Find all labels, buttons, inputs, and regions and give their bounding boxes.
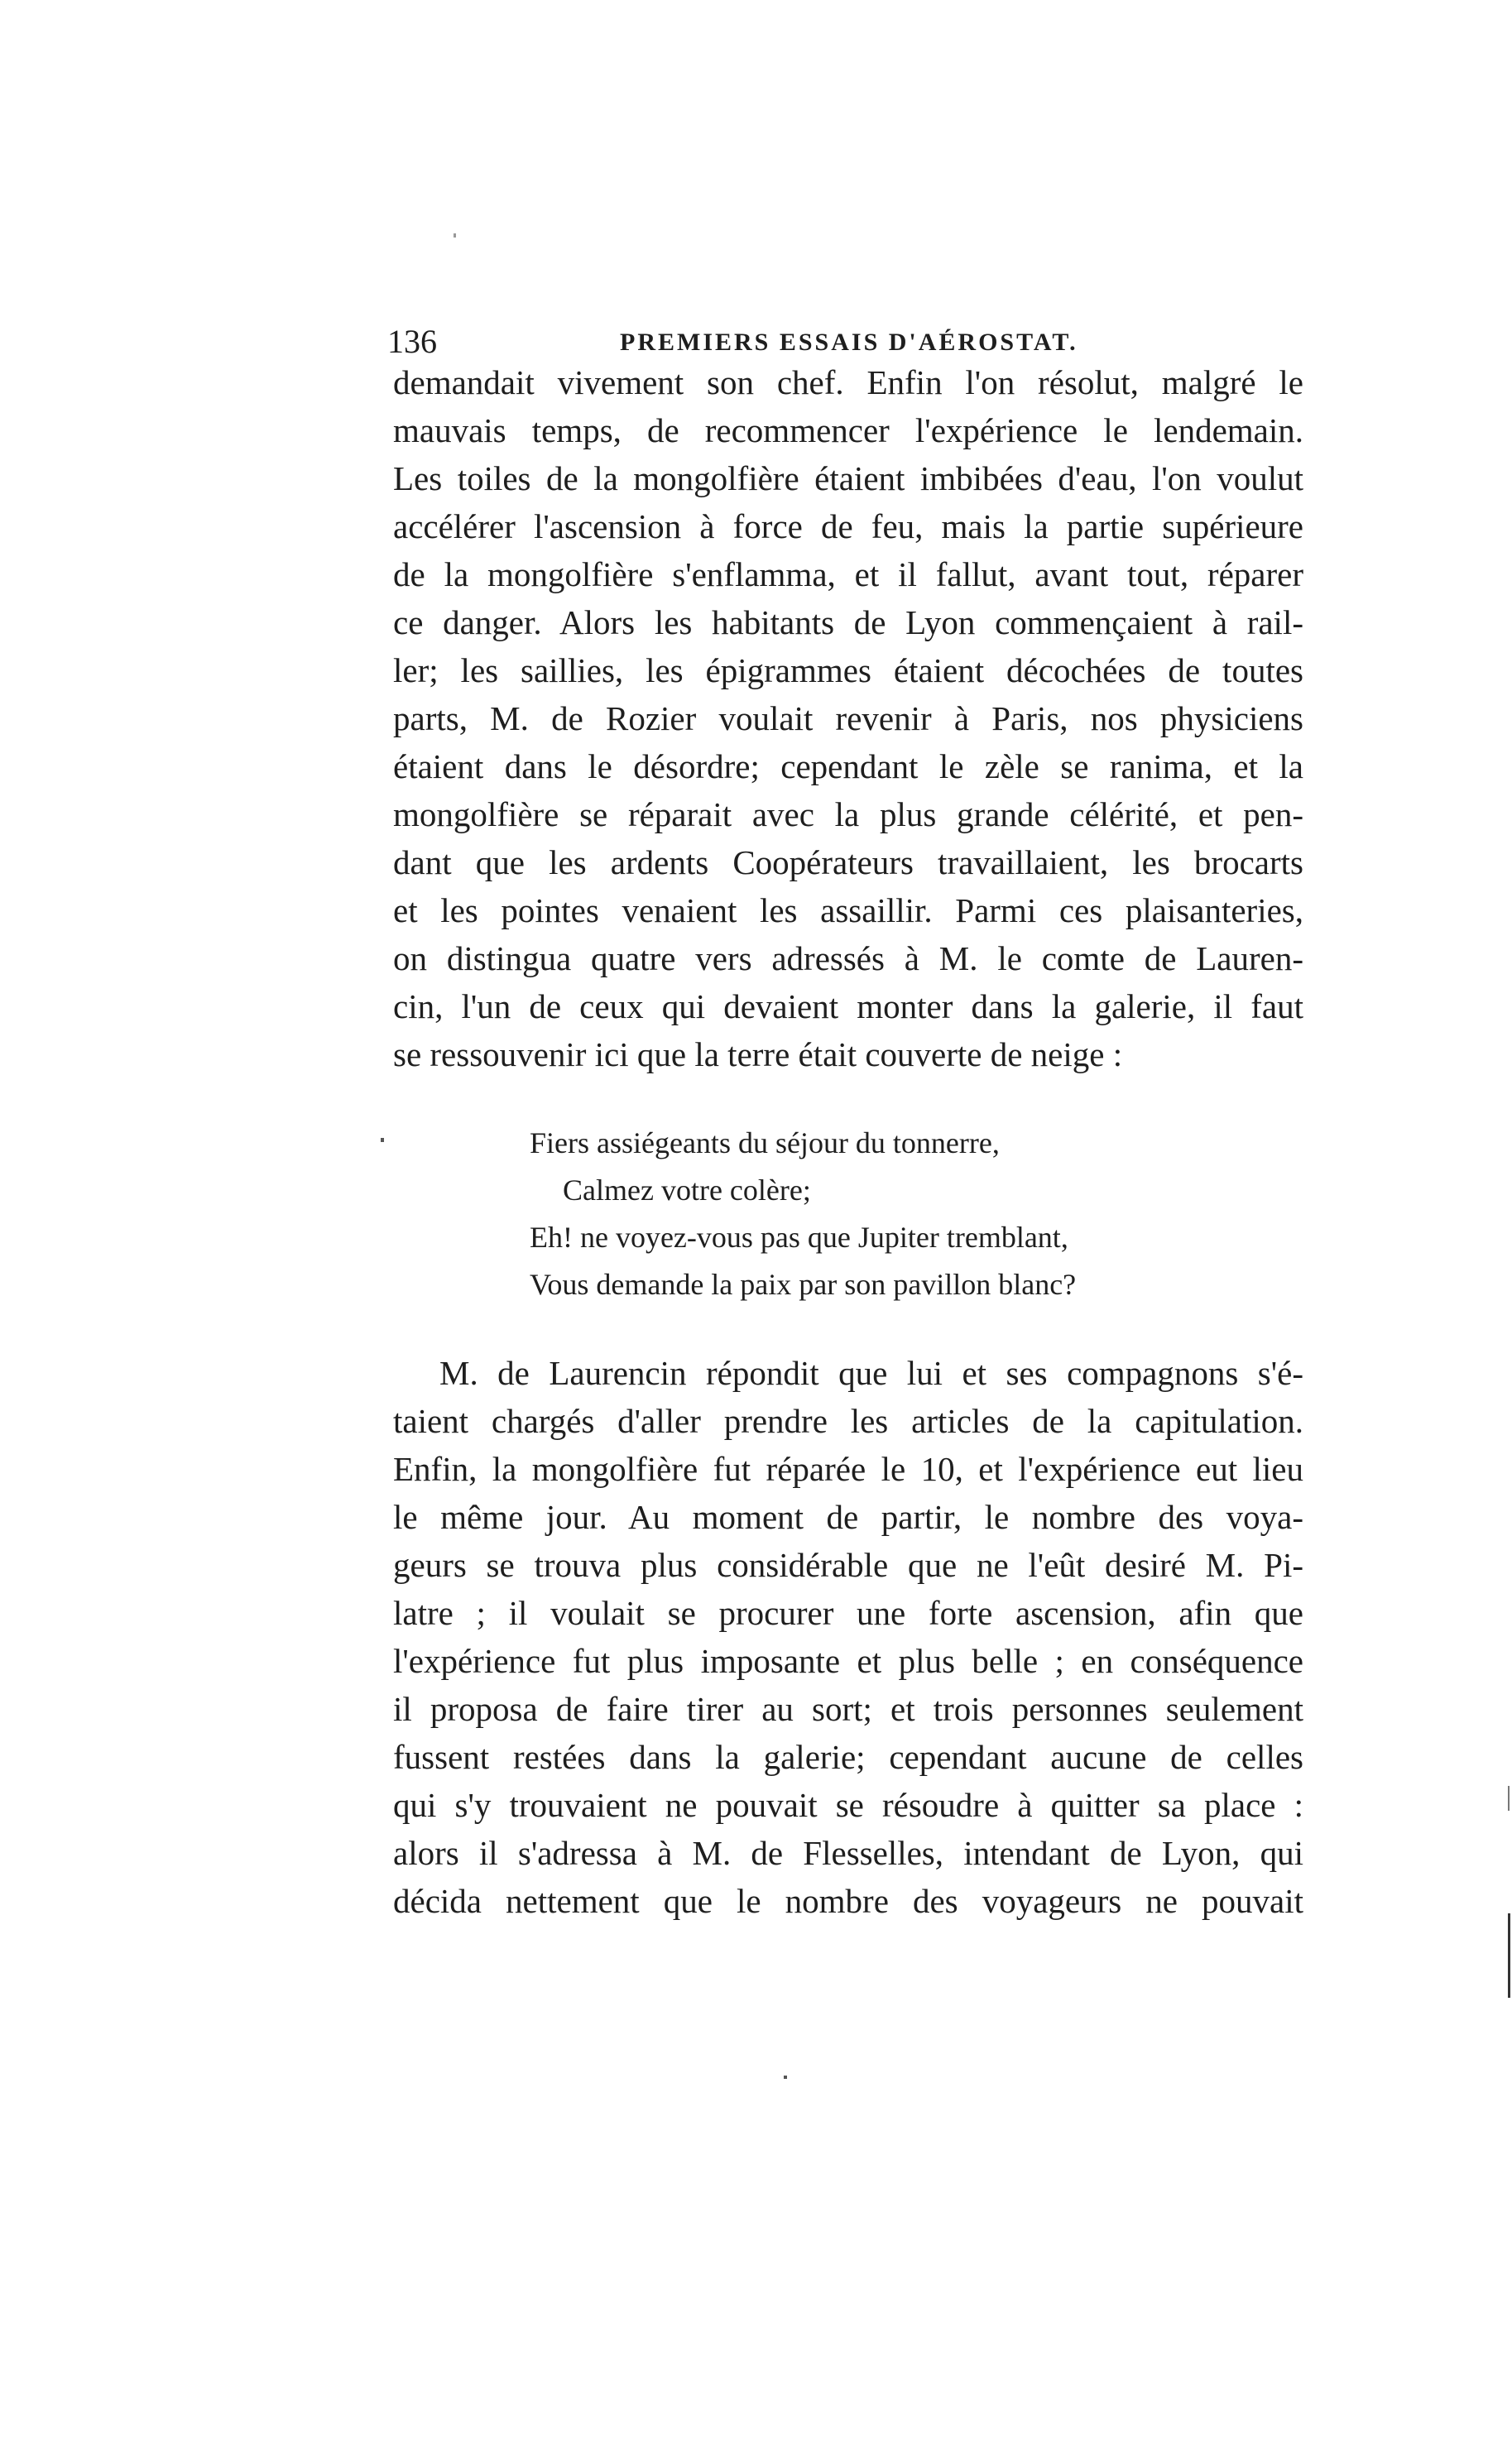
poem-verse: Vous demande la paix par son pavillon blanc? bbox=[530, 1268, 1077, 1301]
paragraph-2 bbox=[393, 1349, 1303, 1925]
text-line: demandait vivement son chef. Enfin l'on résolut, malgré le bbox=[393, 363, 1303, 401]
text-line: M. de Laurencin répondit que lui et ses compagnons s'é- bbox=[439, 1354, 1303, 1392]
text-line: qui s'y trouvaient ne pouvait se résoudre à quitter sa place : bbox=[393, 1786, 1303, 1824]
text-line: dant que les ardents Coopérateurs travaillaient, les brocarts bbox=[393, 843, 1303, 881]
poem-verse: Calmez votre colère; bbox=[563, 1174, 811, 1207]
text-line: Les toiles de la mongolfière étaient imbibées d'eau, l'on voulut bbox=[393, 459, 1303, 497]
text-line: il proposa de faire tirer au sort; et trois personnes seulement bbox=[393, 1690, 1303, 1728]
scan-speck bbox=[381, 1138, 384, 1142]
text-line: ce danger. Alors les habitants de Lyon commençaient à rail- bbox=[393, 603, 1303, 641]
page-number: 136 bbox=[387, 323, 437, 360]
poem-verse: Fiers assiégeants du séjour du tonnerre, bbox=[530, 1126, 1000, 1159]
text-line: mongolfière se réparait avec la plus grande célérité, et pen- bbox=[393, 795, 1303, 833]
text-line: latre ; il voulait se procurer une forte ascension, afin que bbox=[393, 1594, 1303, 1632]
text-line: on distingua quatre vers adressés à M. le comte de Lauren- bbox=[393, 939, 1303, 977]
poem-verse: Eh! ne voyez-vous pas que Jupiter tremblant, bbox=[530, 1221, 1068, 1254]
text-line: l'expérience fut plus imposante et plus belle ; en conséquence bbox=[393, 1642, 1303, 1680]
text-line: décida nettement que le nombre des voyageurs ne pouvait bbox=[393, 1882, 1303, 1920]
running-header bbox=[387, 321, 1298, 362]
running-title: PREMIERS ESSAIS D'AÉROSTAT. bbox=[620, 329, 1078, 356]
text-line: parts, M. de Rozier voulait revenir à Paris, nos physiciens bbox=[393, 699, 1303, 737]
text-line: accélérer l'ascension à force de feu, mais la partie supérieure bbox=[393, 507, 1303, 545]
text-line: geurs se trouva plus considérable que ne l'eût desiré M. Pi- bbox=[393, 1546, 1303, 1584]
text-line: étaient dans le désordre; cependant le zèle se ranima, et la bbox=[393, 747, 1303, 785]
text-line: cin, l'un de ceux qui devaient monter dans la galerie, il faut bbox=[393, 987, 1303, 1025]
text-line: taient chargés d'aller prendre les articles de la capitulation. bbox=[393, 1402, 1303, 1440]
text-line: se ressouvenir ici que la terre était couverte de neige : bbox=[393, 1035, 1123, 1073]
text-line: ler; les saillies, les épigrammes étaient décochées de toutes bbox=[393, 651, 1303, 689]
scan-speck bbox=[454, 233, 456, 238]
text-line: Enfin, la mongolfière fut réparée le 10, et l'expérience eut lieu bbox=[393, 1450, 1303, 1488]
scan-edge-line bbox=[1508, 1786, 1510, 1811]
text-line: alors il s'adressa à M. de Flesselles, intendant de Lyon, qui bbox=[393, 1834, 1303, 1872]
text-line: le même jour. Au moment de partir, le nombre des voya- bbox=[393, 1498, 1303, 1536]
text-line: de la mongolfière s'enflamma, et il fallut, avant tout, réparer bbox=[393, 555, 1303, 593]
text-line: fussent restées dans la galerie; cependant aucune de celles bbox=[393, 1738, 1303, 1776]
scan-speck bbox=[784, 2076, 787, 2079]
poem bbox=[530, 1120, 1192, 1308]
text-line: et les pointes venaient les assaillir. Parmi ces plaisanteries, bbox=[393, 891, 1303, 929]
scan-edge-line bbox=[1508, 1913, 1510, 1998]
paragraph-1 bbox=[393, 358, 1303, 1078]
text-line: mauvais temps, de recommencer l'expérience le lendemain. bbox=[393, 411, 1303, 449]
